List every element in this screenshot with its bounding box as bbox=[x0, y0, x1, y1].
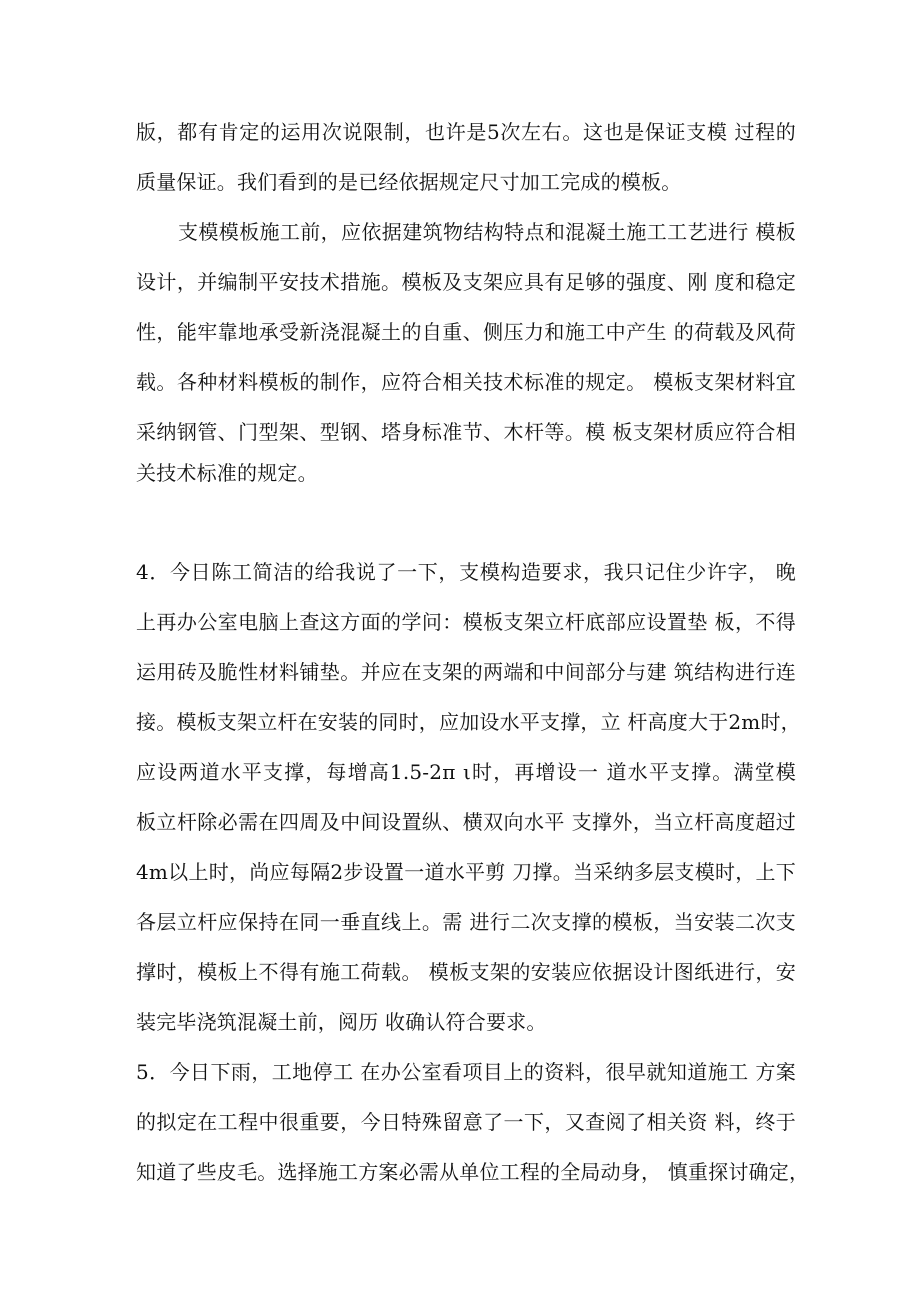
paragraph-line: 上再办公室电脑上查这方面的学问：模板支架立杆底部应设置垫 板，不得 bbox=[136, 610, 796, 634]
paragraph-line: 4．今日陈工简洁的给我说了一下，支模构造要求，我只记住少许字， 晚 bbox=[136, 560, 796, 584]
paragraph-line: 接。模板支架立杆在安装的同时，应加设水平支撑，立 杆高度大于2m时， bbox=[136, 710, 801, 734]
paragraph-line: 板立杆除必需在四周及中间设置纵、横双向水平 支撑外，当立杆高度超过 bbox=[136, 810, 796, 834]
paragraph-line: 关技术标准的规定。 bbox=[136, 461, 318, 485]
paragraph-line: 质量保证。我们看到的是已经依据规定尺寸加工完成的模板。 bbox=[136, 170, 682, 194]
paragraph-line: 撑时，模板上不得有施工荷载。 模板支架的安装应依据设计图纸进行，安 bbox=[136, 960, 796, 984]
paragraph-line: 设计，并编制平安技术措施。模板及支架应具有足够的强度、刚 度和稳定 bbox=[136, 270, 796, 294]
paragraph-line: 应设两道水平支撑，每增高1.5-2π ι时，再增设一 道水平支撑。满堂模 bbox=[136, 760, 796, 784]
paragraph-line: 性，能牢靠地承受新浇混凝土的自重、侧压力和施工中产生 的荷载及风荷 bbox=[136, 320, 796, 344]
paragraph-line: 支模模板施工前，应依据建筑物结构特点和混凝土施工工艺进行 模板 bbox=[178, 220, 796, 244]
paragraph-line: 版，都有肯定的运用次说限制，也许是5次左右。这也是保证支模 过程的 bbox=[136, 120, 796, 144]
paragraph-line: 采纳钢管、门型架、型钢、塔身标准节、木杆等。模 板支架材质应符合相 bbox=[136, 420, 796, 444]
paragraph-line: 5．今日下雨，工地停工 在办公室看项目上的资料，很早就知道施工 方案 bbox=[136, 1060, 796, 1084]
paragraph-line: 运用砖及脆性材料铺垫。并应在支架的两端和中间部分与建 筑结构进行连 bbox=[136, 660, 796, 684]
paragraph-line: 知道了些皮毛。选择施工方案必需从单位工程的全局动身， 慎重探讨确定， bbox=[136, 1160, 810, 1184]
paragraph-line: 载。各种材料模板的制作，应符合相关技术标准的规定。 模板支架材料宜 bbox=[136, 370, 796, 394]
paragraph-line: 装完毕浇筑混凝土前，阅历 收确认符合要求。 bbox=[136, 1010, 547, 1034]
paragraph-line: 4m以上时，尚应每隔2步设置一道水平剪 刀撑。当采纳多层支模时，上下 bbox=[136, 860, 796, 884]
paragraph-line: 的拟定在工程中很重要，今日特殊留意了一下，又查阅了相关资 料，终于 bbox=[136, 1110, 796, 1134]
paragraph-line: 各层立杆应保持在同一垂直线上。需 进行二次支撑的模板，当安装二次支 bbox=[136, 910, 796, 934]
